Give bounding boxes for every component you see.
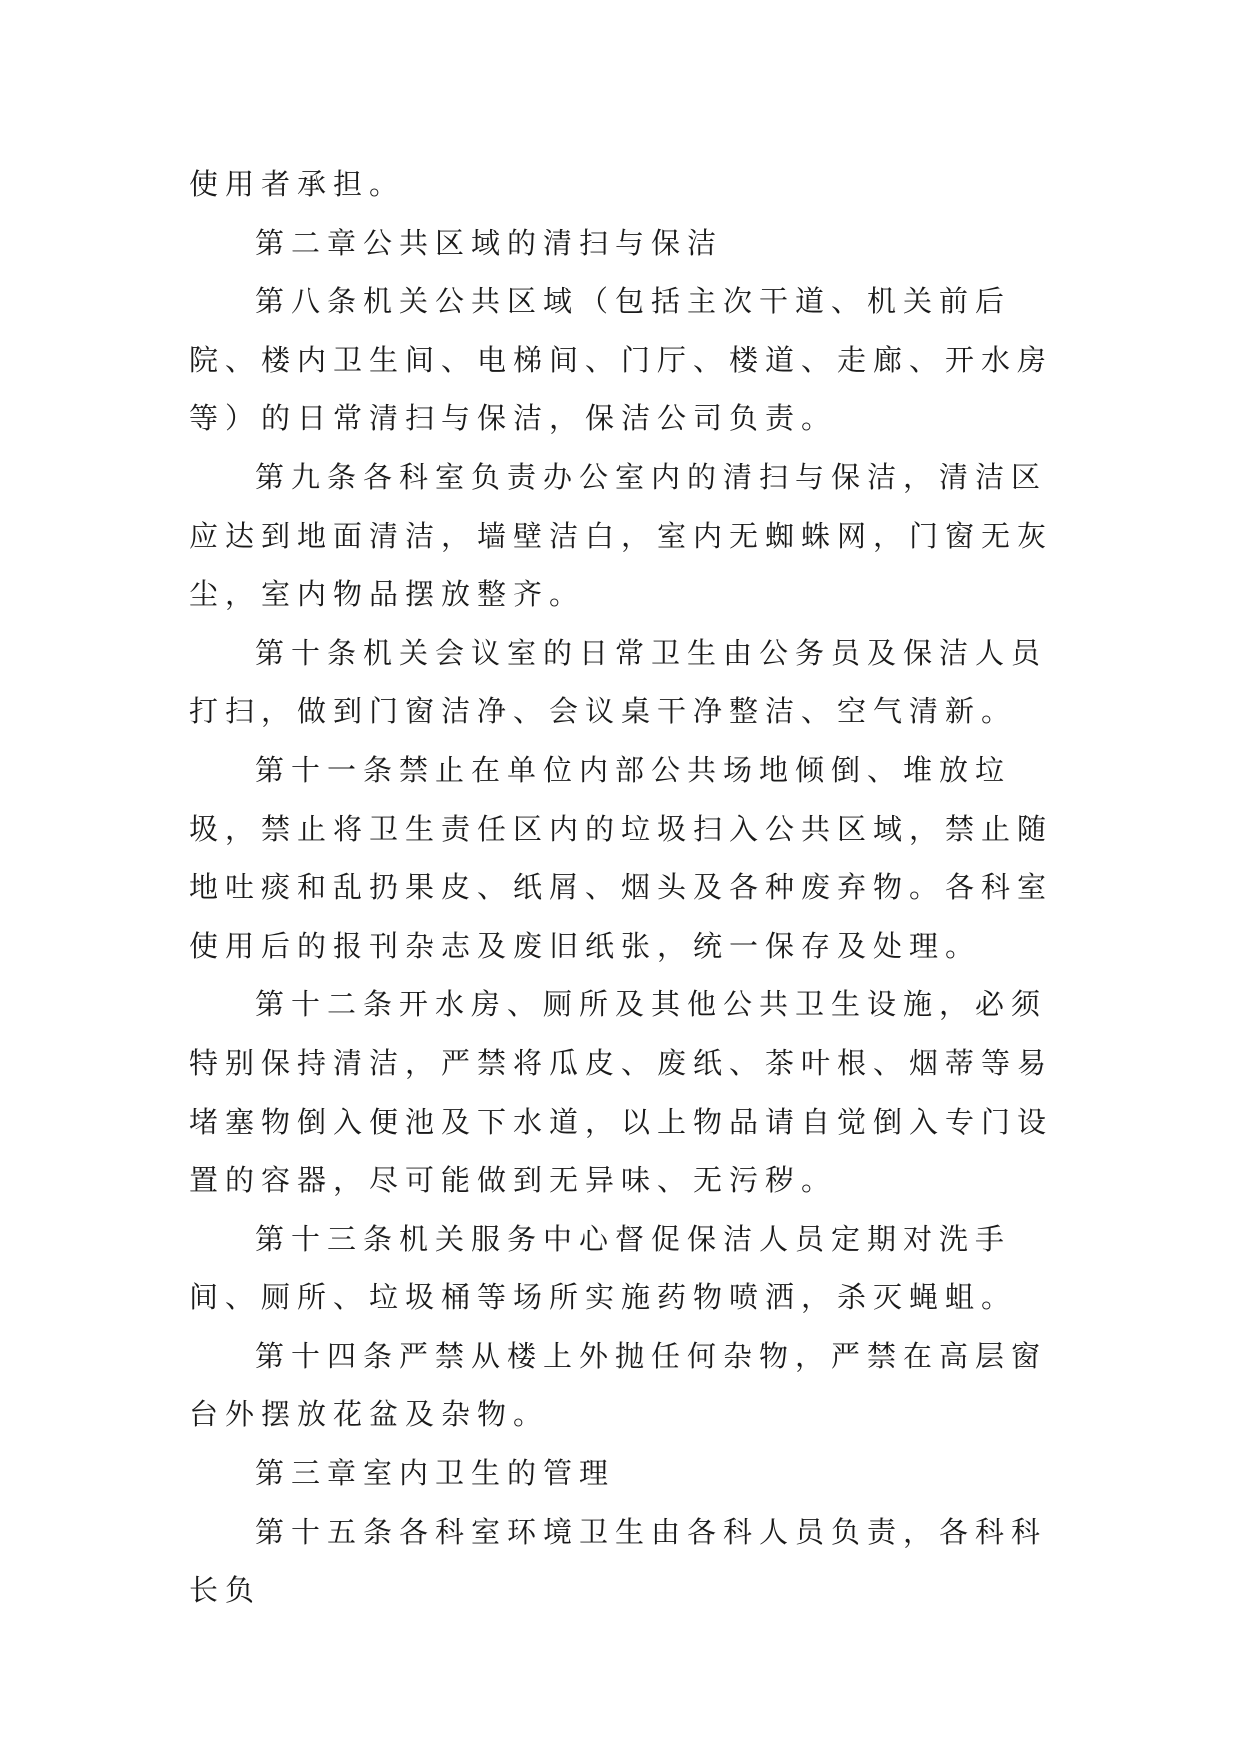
chapter-heading-3: 第三章室内卫生的管理 (255, 1456, 616, 1491)
paragraph-continuation: 使用者承担。 (189, 167, 406, 201)
article-11: 第十一条禁止在单位内部公共场地倾倒、堆放垃圾，禁止将卫生责任区内的垃圾扫入公共区域，禁止随地吐痰和乱扔果皮、纸屑、烟头及各种废弃物。各科室使用后的报刊杂志及废旧纸张，统一保存及处理。 (189, 752, 1054, 963)
article-13: 第十三条机关服务中心督促保洁人员定期对洗手间、厕所、垃圾桶等场所实施药物喷洒，杀灭蝇蛆。 (189, 1221, 1018, 1315)
article-8: 第八条机关公共区域（包括主次干道、机关前后院、楼内卫生间、电梯间、门厅、楼道、走廊、开水房等）的日常清扫与保洁，保洁公司负责。 (189, 284, 1054, 436)
article-10: 第十条机关会议室的日常卫生由公务员及保洁人员打扫，做到门窗洁净、会议桌干净整洁、空气清新。 (189, 635, 1048, 729)
article-9: 第九条各科室负责办公室内的清扫与保洁，清洁区应达到地面清洁，墙壁洁白，室内无蜘蛛网，门窗无灰尘，室内物品摆放整齐。 (189, 459, 1054, 612)
article-12: 第十二条开水房、厕所及其他公共卫生设施，必须特别保持清洁，严禁将瓜皮、废纸、茶叶根、烟蒂等易堵塞物倒入便池及下水道，以上物品请自觉倒入专门设置的容器，尽可能做到无异味、无污秽。 (189, 987, 1054, 1198)
article-14: 第十四条严禁从楼上外抛任何杂物，严禁在高层窗台外摆放花盆及杂物。 (189, 1338, 1048, 1432)
chapter-heading-2: 第二章公共区域的清扫与保洁 (255, 225, 724, 260)
article-15: 第十五条各科室环境卫生由各科人员负责，各科科长负 (189, 1514, 1048, 1608)
document-body (189, 155, 1069, 1620)
